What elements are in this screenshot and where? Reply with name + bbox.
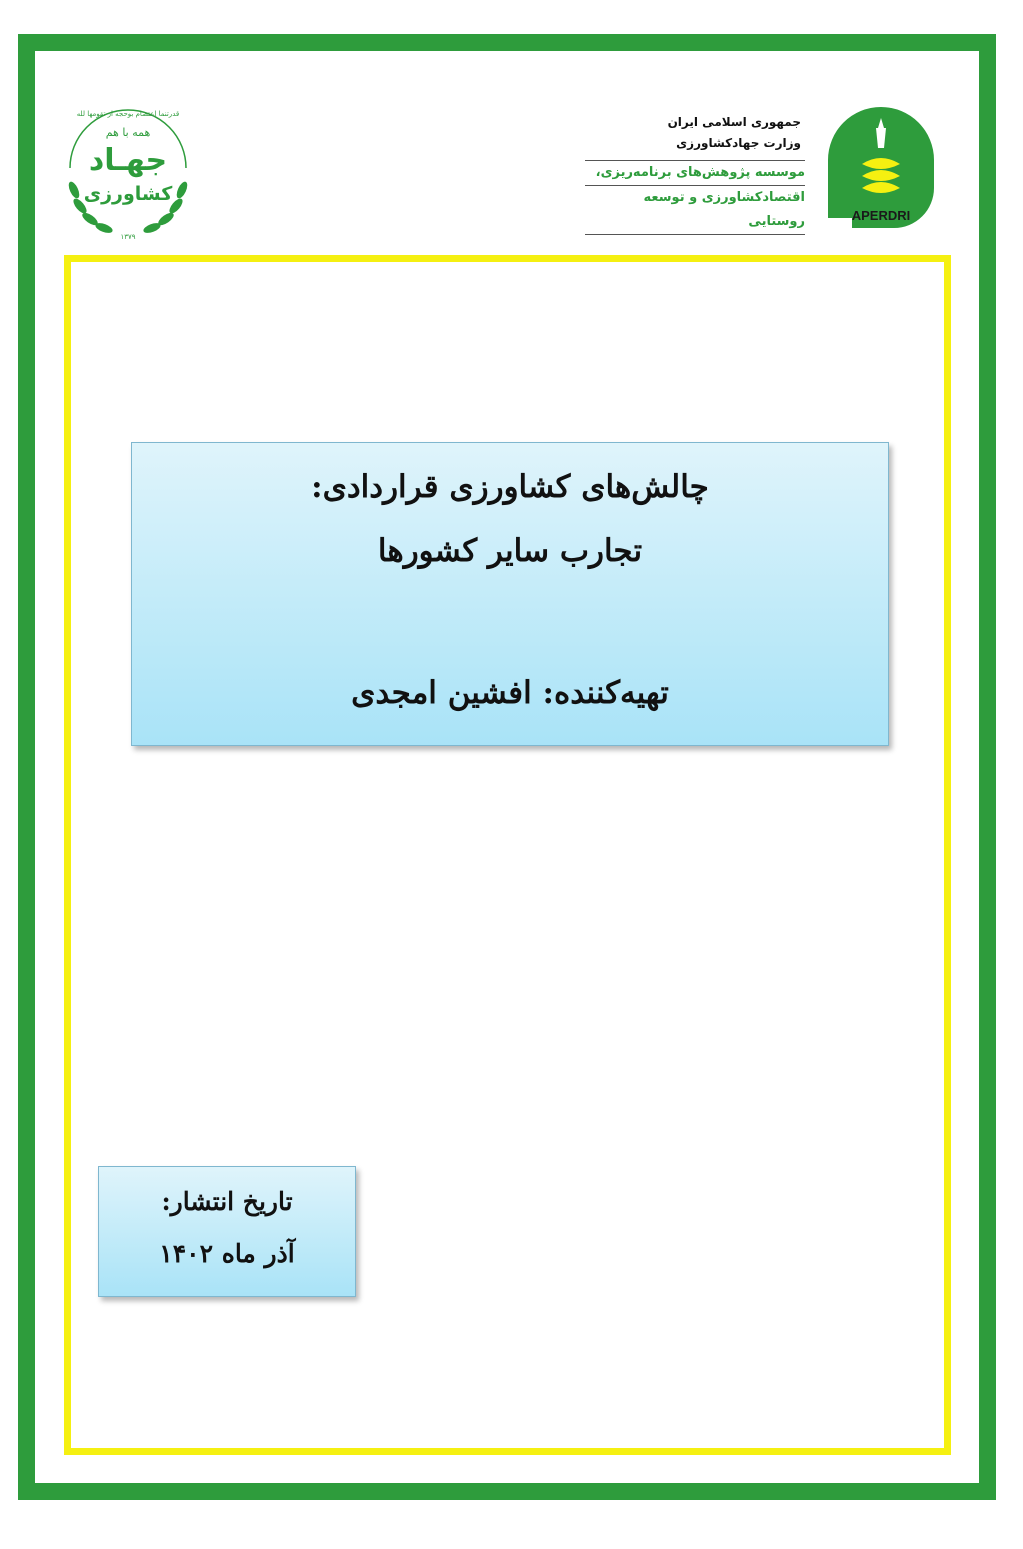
jahad-logo-sub-word: کشاورزی — [83, 183, 173, 205]
document-title-line-1: چالش‌های کشاورزی قراردادی: — [311, 469, 709, 505]
jahad-logo-arc-text: قدرتنما اعتصام بوحجه از تقومها لله — [76, 110, 180, 118]
jahad-logo-main-word: جهـاد — [88, 143, 168, 178]
jahad-keshavarzi-logo — [58, 98, 198, 243]
publication-date-box — [98, 1166, 356, 1297]
jahad-logo-top-text: همه با هم — [105, 126, 151, 139]
aperdri-logo — [812, 98, 950, 234]
institute-name — [585, 160, 805, 235]
author-line: تهیه‌کننده: افشین امجدی — [351, 675, 669, 711]
publication-date-label: تاریخ انتشار: — [161, 1187, 293, 1216]
government-heading — [661, 112, 801, 154]
institute-line-2: اقتصادکشاورزی و توسعه روستایی — [585, 185, 805, 235]
institute-line-1: موسسه پژوهش‌های برنامه‌ریزی، — [585, 160, 805, 185]
gov-line-country: جمهوری اسلامی ایران — [667, 115, 801, 129]
document-title-line-2: تجارب سایر کشورها — [377, 533, 643, 569]
gov-line-ministry: وزارت جهادکشاورزی — [676, 136, 801, 150]
jahad-logo-year: ۱۳۷۹ — [120, 233, 136, 241]
aperdri-logo-text: APERDRI — [851, 208, 911, 223]
publication-date-value: آذر ماه ۱۴۰۲ — [159, 1239, 295, 1268]
title-box — [131, 442, 889, 746]
